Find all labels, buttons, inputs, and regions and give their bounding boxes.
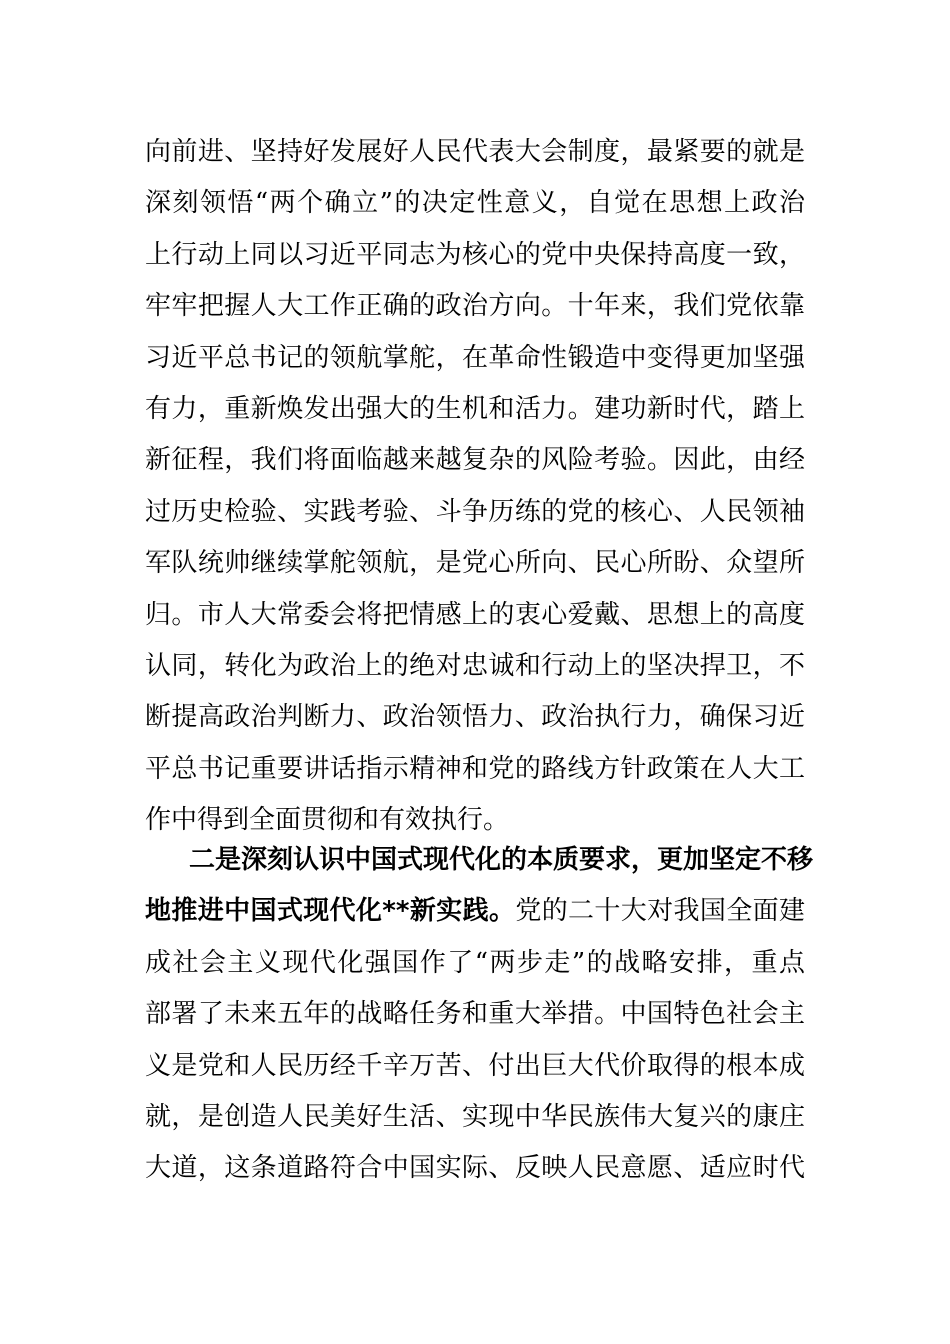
section-heading: 二是深刻认识中国式现代化的本质要求，更加坚定不移 <box>189 845 814 875</box>
paragraph-line: 作中得到全面贯彻和有效执行。 <box>145 805 510 836</box>
paragraph-line: 大道，这条道路符合中国实际、反映人民意愿、适应时代 <box>145 1153 805 1184</box>
paragraph-line: 成社会主义现代化强国作了“两步走”的战略安排，重点 <box>145 947 805 978</box>
paragraph-line: 就，是创造人民美好生活、实现中华民族伟大复兴的康庄 <box>145 1101 805 1132</box>
section-heading-continued: 地推进中国式现代化**新实践。 <box>145 896 516 927</box>
paragraph-line: 断提高政治判断力、政治领悟力、政治执行力，确保习近 <box>145 702 805 733</box>
paragraph-line: 过历史检验、实践考验、斗争历练的党的核心、人民领袖 <box>145 496 805 527</box>
paragraph-text: 党的二十大对我国全面建 <box>515 896 805 927</box>
paragraph-line: 部署了未来五年的战略任务和重大举措。中国特色社会主 <box>145 999 805 1030</box>
paragraph-line: 牢牢把握人大工作正确的政治方向。十年来，我们党依靠 <box>145 291 805 322</box>
paragraph-line: 习近平总书记的领航掌舵，在革命性锻造中变得更加坚强 <box>145 342 805 373</box>
paragraph-line: 有力，重新焕发出强大的生机和活力。建功新时代，踏上 <box>145 393 805 424</box>
paragraph-line: 上行动上同以习近平同志为核心的党中央保持高度一致， <box>145 239 805 270</box>
paragraph-line: 新征程，我们将面临越来越复杂的风险考验。因此，由经 <box>145 445 805 476</box>
paragraph-2 <box>145 838 814 1198</box>
paragraph-line: 归。市人大常委会将把情感上的衷心爱戴、思想上的高度 <box>145 599 805 630</box>
paragraph-line: 深刻领悟“两个确立”的决定性意义，自觉在思想上政治 <box>145 188 805 219</box>
paragraph-line: 义是党和人民历经千辛万苦、付出巨大代价取得的根本成 <box>145 1050 805 1081</box>
paragraph-line: 军队统帅继续掌舵领航，是党心所向、民心所盼、众望所 <box>145 548 805 579</box>
paragraph-1 <box>145 130 805 849</box>
paragraph-line <box>145 889 805 940</box>
paragraph-line: 认同，转化为政治上的绝对忠诚和行动上的坚决捍卫，不 <box>145 650 805 681</box>
paragraph-line: 向前进、坚持好发展好人民代表大会制度，最紧要的就是 <box>145 137 805 167</box>
paragraph-line: 平总书记重要讲话指示精神和党的路线方针政策在人大工 <box>145 753 805 784</box>
